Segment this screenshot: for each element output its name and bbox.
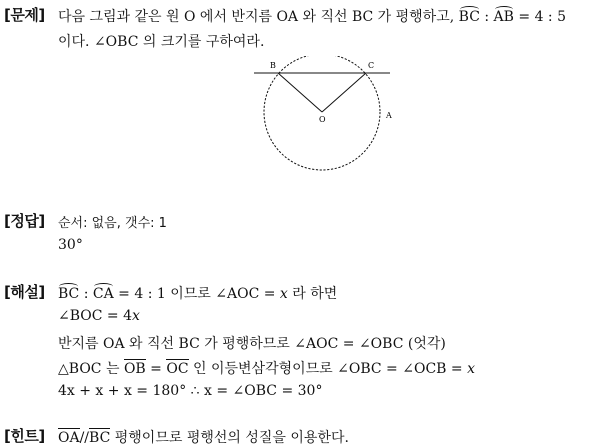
segment-ob	[278, 73, 322, 112]
hint-label: [힌트]	[4, 427, 45, 445]
explanation-text: = 4 : 1 이므로 ∠AOC =	[113, 286, 280, 302]
explanation-line-5: 4x + x + x = 180° ∴ x = ∠OBC = 30°	[58, 383, 323, 399]
problem-text: 다음 그림과 같은 원 O 에서 반지름 OA 와 직선 BC 가 평행하고,	[58, 9, 459, 25]
hint-line	[58, 427, 349, 447]
explanation-text: 라 하면	[287, 286, 338, 302]
explanation-text: △BOC 는	[58, 361, 124, 377]
point-o: O	[319, 115, 326, 124]
point-a: A	[386, 111, 392, 120]
ratio-value: = 4 : 5	[513, 9, 566, 25]
answer-value: 30°	[58, 237, 83, 253]
segment-oa-label: OA	[58, 430, 80, 446]
hint-text: 평행이므로 평행선의 성질을 이용한다.	[110, 430, 349, 446]
explanation-line-4	[58, 358, 475, 378]
segment-oc-label: OC	[166, 361, 189, 377]
ratio-colon: :	[479, 9, 494, 25]
problem-line-2: 이다. ∠OBC 의 크기를 구하여라.	[58, 34, 265, 50]
parallel-symbol: //	[79, 430, 90, 446]
point-c: C	[368, 61, 375, 70]
arc-ca: CA	[92, 286, 114, 302]
segment-oc	[322, 73, 366, 112]
problem-label: [문제]	[4, 6, 45, 24]
explanation-label: [해설]	[4, 283, 45, 301]
answer-line-1: 순서: 없음, 갯수: 1	[58, 216, 167, 231]
ratio-colon: :	[79, 286, 93, 302]
explanation-text: =	[145, 361, 167, 377]
var-x: x	[132, 308, 140, 324]
explanation-line-1	[58, 283, 337, 303]
segment-ob-label: OB	[123, 361, 146, 377]
explanation-text: 인 이등변삼각형이므로 ∠OBC = ∠OCB =	[188, 361, 468, 377]
var-x: x	[279, 286, 288, 302]
explanation-line-2	[58, 308, 140, 324]
problem-line-1	[58, 6, 566, 26]
arc-bc: BC	[458, 9, 480, 25]
segment-bc-label: BC	[89, 430, 111, 446]
var-x: x	[467, 361, 475, 377]
answer-label: [정답]	[4, 212, 45, 230]
circle-figure	[250, 56, 420, 176]
explanation-line-3: 반지름 OA 와 직선 BC 가 평행하므로 ∠AOC = ∠OBC (엇각)	[58, 336, 446, 352]
arc-ab: AB	[493, 9, 514, 25]
point-b: B	[270, 61, 276, 70]
explanation-text: ∠BOC = 4	[58, 308, 133, 324]
arc-bc: BC	[58, 286, 80, 302]
